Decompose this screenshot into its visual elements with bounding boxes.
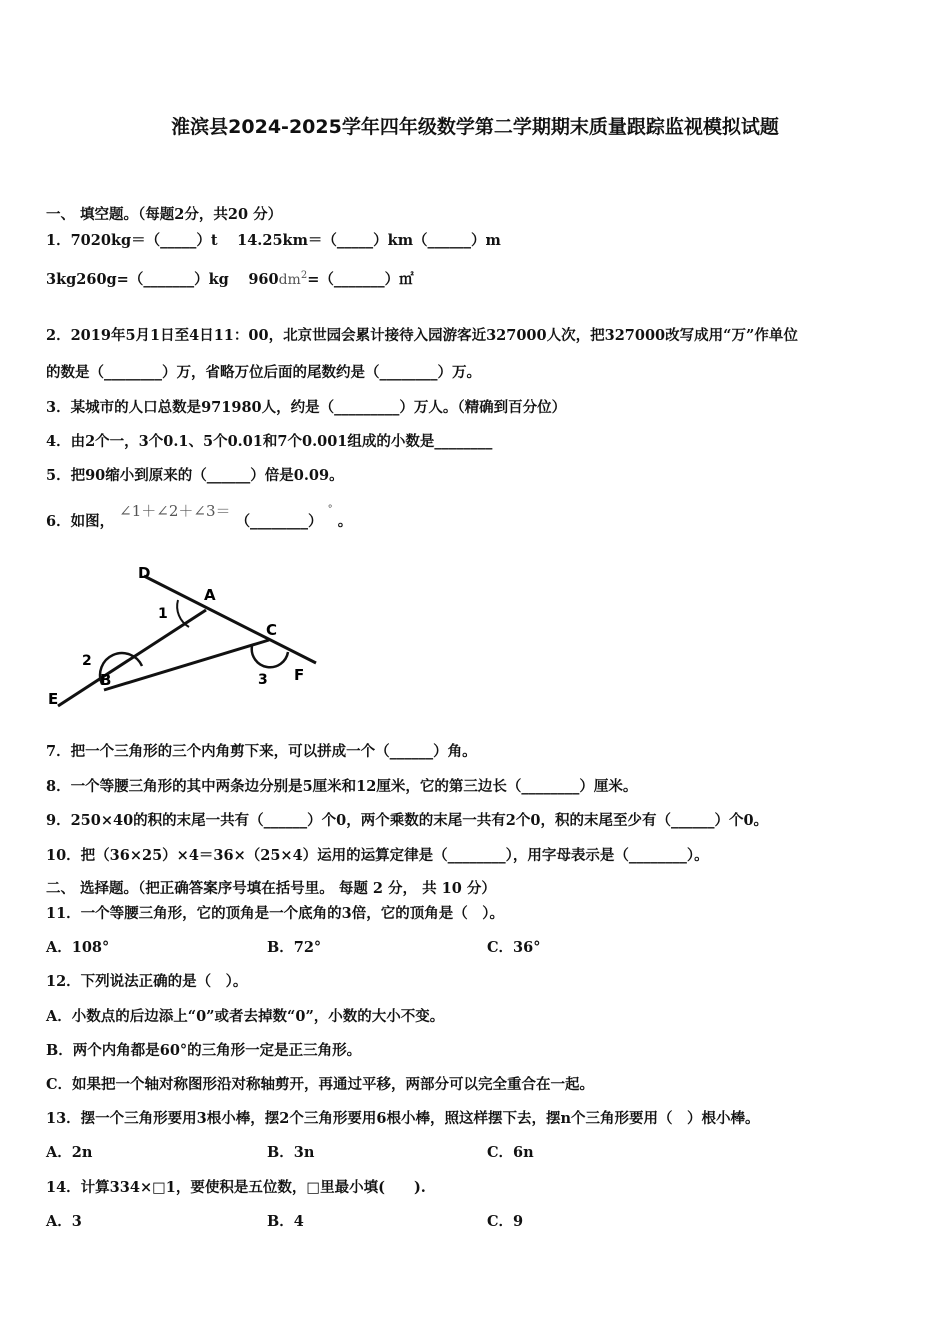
q12-option-c: C．如果把一个轴对称图形沿对称轴剪开，再通过平移，两部分可以完全重合在一起。 — [46, 1076, 595, 1093]
question-13-stem: 13．摆一个三角形要用3根小棒，摆2个三角形要用6根小棒，照这样摆下去，摆n个三角形要用（ ）根小棒。 — [46, 1110, 760, 1127]
unit-dm: dm — [278, 272, 301, 288]
q12-option-b: B．两个内角都是60°的三角形一定是正三角形。 — [46, 1042, 362, 1059]
question-14-stem: 14．计算334×□1，要使积是五位数，□里最小填( ). — [46, 1179, 426, 1196]
q1-part-b: =（_______）㎡ — [307, 271, 414, 288]
section-2-heading: 二、 选择题。（把正确答案序号填在括号里。 每题 2 分， 共 10 分） — [46, 880, 496, 897]
angle-3-arc — [252, 646, 288, 667]
question-11-stem: 11．一个等腰三角形，它的顶角是一个底角的3倍，它的顶角是（ ）。 — [46, 905, 505, 922]
question-9: 9．250×40的积的末尾一共有（______）个0，两个乘数的末尾一共有2个0，积的末尾至少有（______）个0。 — [46, 812, 769, 829]
q14-option-c: C．9 — [487, 1213, 524, 1230]
question-6 — [46, 502, 353, 531]
label-d: D — [138, 564, 151, 582]
q6-degree: ° — [327, 504, 333, 515]
q6-expression: ∠1＋∠2＋∠3＝ — [119, 502, 231, 520]
q12-option-a: A．小数点的后边添上“0”或者去掉数“0”，小数的大小不变。 — [46, 1008, 445, 1025]
question-1-line-2 — [46, 268, 414, 289]
q14-option-b: B．4 — [267, 1213, 304, 1230]
q14-option-a: A．3 — [46, 1213, 82, 1230]
label-angle-1: 1 — [158, 606, 168, 622]
question-4: 4．由2个一，3个0.1、5个0.01和7个0.001组成的小数是________ — [46, 433, 493, 450]
q13-option-a: A．2n — [46, 1144, 93, 1161]
question-1-line-1: 1．7020kg＝（_____）t 14.25km＝（_____）km（______）m — [46, 232, 501, 249]
line-df — [144, 576, 316, 663]
question-7: 7．把一个三角形的三个内角剪下来，可以拼成一个（______）角。 — [46, 743, 477, 760]
section-1-heading: 一、 填空题。（每题2分，共20 分） — [46, 206, 283, 223]
q6-prefix: 6．如图， — [46, 513, 115, 530]
question-8: 8．一个等腰三角形的其中两条边分别是5厘米和12厘米，它的第三边长（________）厘米。 — [46, 778, 638, 795]
angle-figure — [44, 560, 334, 720]
q11-option-a: A．108° — [46, 939, 110, 956]
question-3: 3．某城市的人口总数是971980人，约是（_________）万人。（精确到百分位） — [46, 399, 567, 416]
q13-option-c: C．6n — [487, 1144, 534, 1161]
q11-option-c: C．36° — [487, 939, 541, 956]
q11-option-b: B．72° — [267, 939, 322, 956]
label-c: C — [266, 621, 278, 639]
label-b: B — [100, 671, 112, 689]
page-title: 淮滨县2024-2025学年四年级数学第二学期期末质量跟踪监视模拟试题 — [171, 116, 779, 138]
label-e: E — [48, 690, 59, 708]
q13-option-b: B．3n — [267, 1144, 315, 1161]
label-angle-3: 3 — [258, 672, 268, 688]
question-5: 5．把90缩小到原来的（______）倍是0.09。 — [46, 467, 344, 484]
line-bc — [104, 640, 269, 690]
question-10: 10．把（36×25）×4＝36×（25×4）运用的运算定律是（________），用字母表示是（________）。 — [46, 847, 709, 864]
q1-part-a: 3kg260g=（_______）kg 960 — [46, 271, 279, 288]
question-2-line-2: 的数是（________）万，省略万位后面的尾数约是（________）万。 — [46, 364, 481, 381]
line-ea — [58, 610, 206, 706]
question-2-line-1: 2．2019年5月1日至4日11：00，北京世园会累计接待入园游客近327000人次，把327000改写成用“万”作单位 — [46, 327, 798, 344]
question-12-stem: 12．下列说法正确的是（ ）。 — [46, 973, 248, 990]
q6-end: 。 — [337, 513, 353, 530]
q6-blank: （________） — [235, 513, 323, 530]
unit-sup: 2 — [300, 270, 308, 282]
label-a: A — [204, 586, 216, 604]
label-angle-2: 2 — [82, 653, 92, 669]
label-f: F — [294, 666, 305, 684]
